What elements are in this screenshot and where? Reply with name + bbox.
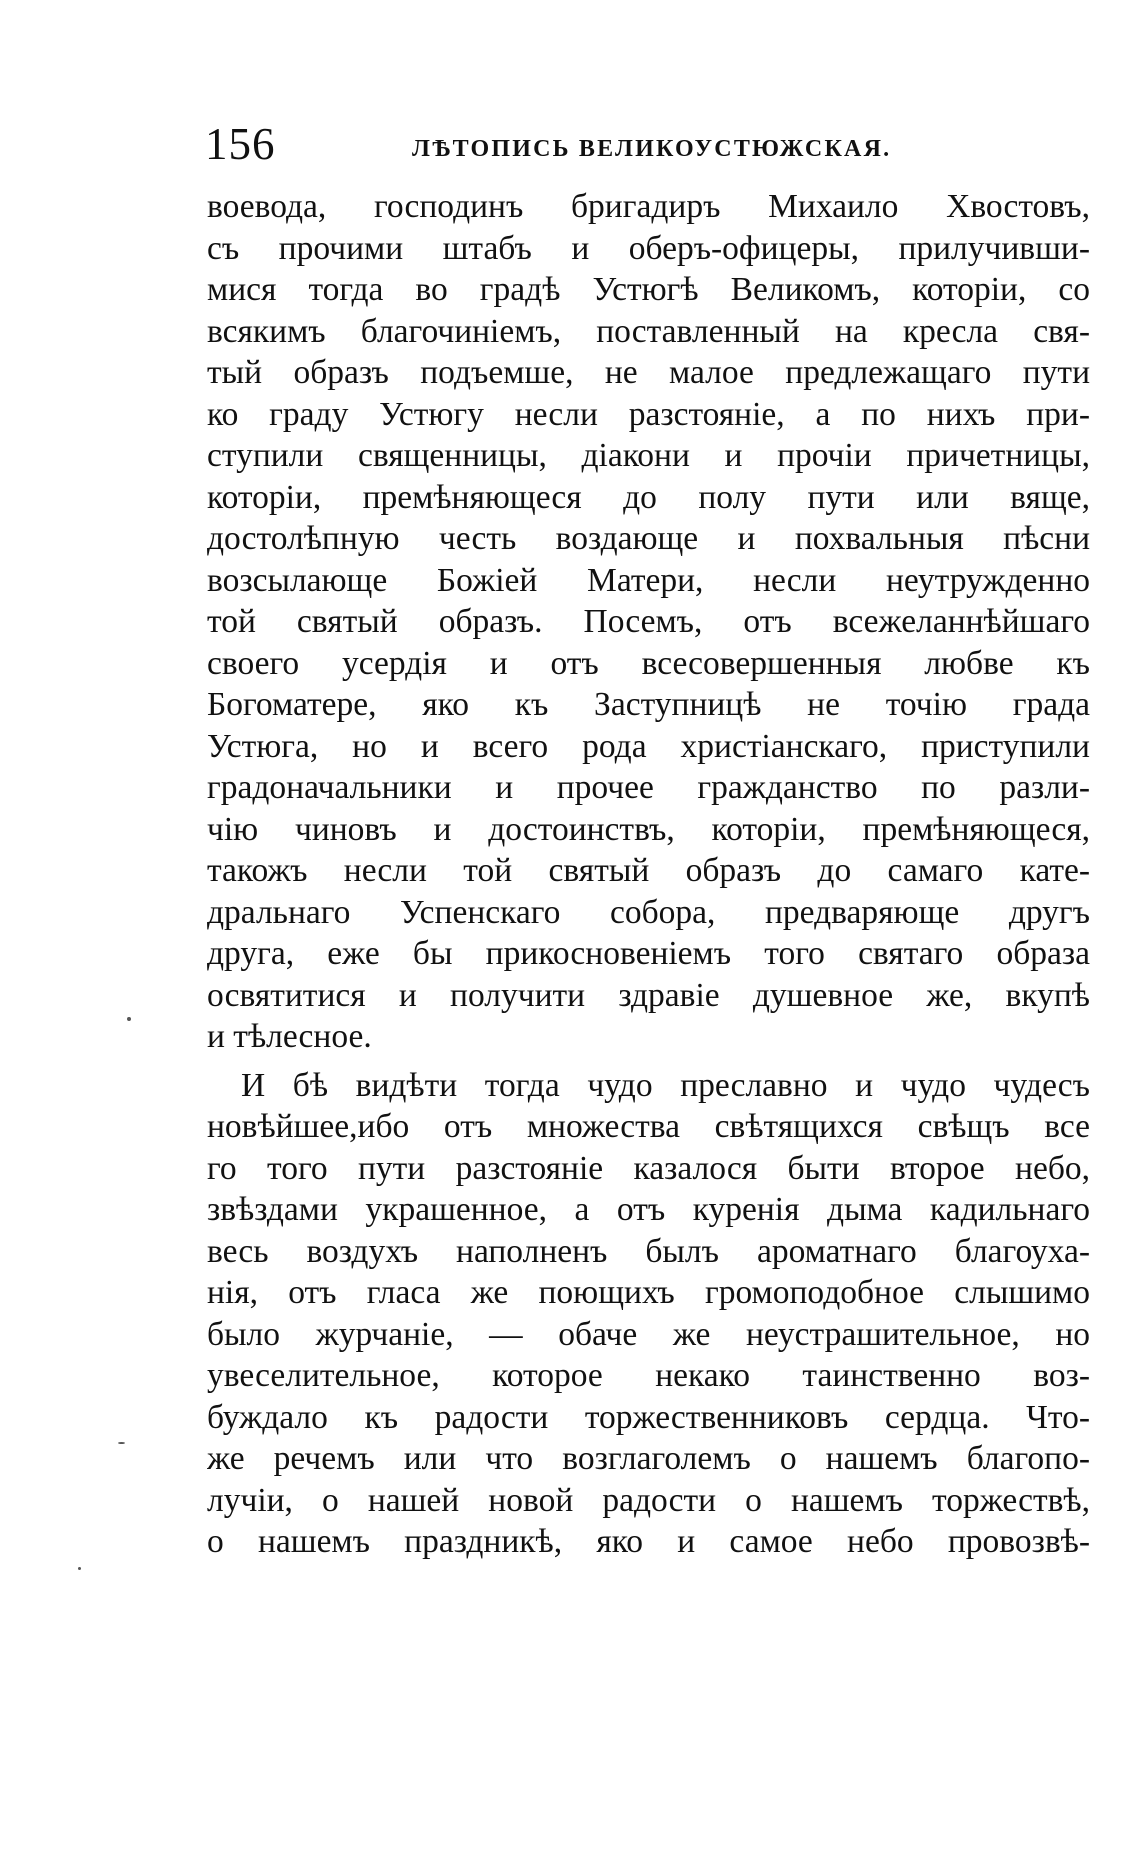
text-line: буждало къ радости торжественниковъ сердца. Что- [207, 1398, 1090, 1436]
text-line: звѣздами украшенное, а отъ куренія дыма кадильнаго [207, 1191, 1090, 1228]
text-line: ко граду Устюгу несли разстояніе, а по нихъ при- [207, 395, 1090, 433]
text-line: такожъ несли той святый образъ до самаго кате- [207, 852, 1090, 889]
text-line: увеселительное, которое некако таинственно воз- [207, 1357, 1090, 1394]
text-line: мися тогда во градѣ Устюгѣ Великомъ, которіи, со [207, 271, 1090, 308]
text-line: друга, еже бы прикосновеніемъ того святаго образа [207, 935, 1090, 972]
text-line: было журчаніе, — обаче же неустрашительное, но [207, 1315, 1090, 1353]
text-line: ступили священницы, діакони и прочіи причетницы, [207, 437, 1090, 474]
paragraph-1 [207, 186, 1090, 1058]
text-line: съ прочими штабъ и оберъ-офицеры, прилучивши- [207, 229, 1090, 267]
text-line: весь воздухъ наполненъ былъ ароматнаго благоуха- [207, 1232, 1090, 1270]
text-line: Устюга, но и всего рода христіанскаго, приступили [207, 727, 1090, 765]
text-line: лучіи, о нашей новой радости о нашемъ торжествѣ, [207, 1481, 1090, 1519]
paragraph-2 [207, 1065, 1090, 1563]
text-line: тый образъ подъемше, не малое предлежащаго пути [207, 354, 1090, 391]
text-line: градоначальники и прочее гражданство по разли- [207, 769, 1090, 806]
text-line: воевода, господинъ бригадиръ Михаило Хвостовъ, [207, 188, 1090, 225]
text-line: возсылающе Божіей Матери, несли неутружденно [207, 561, 1090, 599]
body-text [207, 186, 1090, 1563]
text-line: всякимъ благочиніемъ, поставленный на кресла свя- [207, 312, 1090, 350]
text-line: И бѣ видѣти тогда чудо преславно и чудо чудесъ [241, 1066, 1090, 1104]
scan-speck [78, 1567, 81, 1570]
text-line: своего усердія и отъ всесовершенныя любве къ [207, 644, 1090, 682]
text-line: чію чиновъ и достоинствъ, которіи, премѣняющеся, [207, 810, 1090, 848]
text-line: же речемъ или что возглаголемъ о нашемъ благопо- [207, 1440, 1090, 1477]
running-head [205, 118, 1090, 178]
text-line: и тѣлесное. [207, 1018, 372, 1055]
page-number: 156 [205, 119, 276, 169]
text-line: Богоматере, яко къ Заступницѣ не точію града [207, 686, 1090, 723]
running-title: ЛѢТОПИСЬ ВЕЛИКОУСТЮЖСКАЯ. [412, 136, 892, 162]
text-line: о нашемъ праздникѣ, яко и самое небо провозвѣ- [207, 1523, 1090, 1560]
text-line: освятитися и получити здравіе душевное же, вкупѣ [207, 976, 1090, 1014]
text-line: нія, отъ гласа же поющихъ громоподобное слышимо [207, 1274, 1090, 1311]
text-line: той святый образъ. Посемъ, отъ всежеланнѣйшаго [207, 603, 1090, 640]
scan-speck [118, 1442, 125, 1444]
text-line: дральнаго Успенскаго собора, предваряюще другъ [207, 893, 1090, 931]
text-line: новѣйшее,ибо отъ множества свѣтящихся свѣщъ все [207, 1108, 1090, 1145]
scan-speck [127, 1017, 131, 1021]
text-line: которіи, премѣняющеся до полу пути или вяще, [207, 478, 1090, 516]
text-line: достолѣпную честь воздающе и похвальныя пѣсни [207, 520, 1090, 557]
text-line: го того пути разстояніе казалося быти второе небо, [207, 1149, 1090, 1187]
